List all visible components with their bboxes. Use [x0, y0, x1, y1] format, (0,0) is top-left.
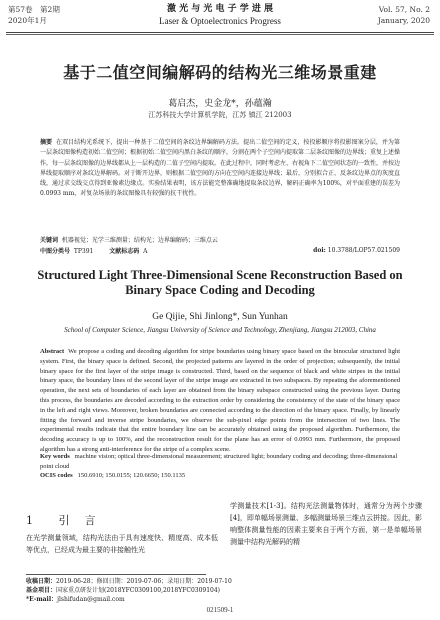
ocis-text: 150.6910; 150.0155; 120.6650; 150.1135 — [77, 472, 186, 479]
doi-label: doi: — [313, 247, 326, 254]
ocis-label: OCIS codes — [40, 472, 73, 479]
doc-code-value: A — [143, 248, 148, 255]
keywords-cn-label: 关键词 — [40, 237, 59, 244]
volume-cn: 第57卷 第2期 — [8, 5, 60, 14]
header-rule-thin — [6, 34, 434, 35]
abstract-en — [40, 347, 400, 455]
affiliation-en: School of Computer Science, Jiangsu University of Science and Technology, Zhenjiang, Jiangsu 212003, China — [64, 326, 376, 334]
section-title: 引 言 — [58, 514, 98, 527]
keywords-en — [40, 452, 400, 471]
abstract-cn — [40, 138, 400, 200]
body-text-left: 在光学测量领域，结构光法由于具有速度快、精度高、成本低等优点，已经成为最主要的非接触性光 — [26, 534, 218, 554]
email-address[interactable]: jlshifudan@gmail.com — [57, 596, 125, 603]
footnotes — [26, 577, 426, 604]
keywords-en-text: machine vision; optical three-dimensional measurement; structured light; boundary coding and decoding; three-dimensional point cloud — [40, 453, 398, 470]
received-label: 收稿日期： — [26, 578, 57, 585]
authors-cn: 葛启杰，史金龙*，孙蕴瀚 — [168, 99, 272, 109]
abstract-en-text: We propose a coding and decoding algorithm for stripe boundaries using binary space based on the binocular structured light system. First, the binary space is defined. Second, the projected patterns are layered in the order of projection; subsequently, the initial binary space for the first layer of the stripe image is constructed. Third, based on the sequence of black and white stripes in the initial binary space, the boundary lines of the second layer of the stripe image are extracted in two subspaces. By repeating the aforementioned operation, the next sets of boundaries of each layer are obtained from the binary subspace constructed using the previous layer. During this process, the boundaries are decoded according to the extraction order by considering the consistency of the state of the binary space in the left and right views. Moreover, broken boundaries are connected according to the direction of the binary space. Finally, by linearly fitting the forward and inverse stripe boundaries, we observe the sub-pixel edge points from the intersection of two lines. The experimental results indicate that the entire boundary line can be accurately obtained using the proposed algorithm. Furthermore, the decoding accuracy is up to 100%, and the reconstruction result for the plane has an error of 0.0993 mm. Furthermore, the proposed algorithm has a strong anti-interference for the stripe of a complex scene. — [40, 348, 401, 453]
abstract-cn-label: 摘要 — [40, 139, 53, 146]
clc-label: 中图分类号 — [40, 248, 71, 255]
section-number: 1 — [26, 514, 35, 527]
body-text-right: 学测量技术[1-3]。结构光法测量物体时，通常分为两个步骤[4]，即单幅场景测量、多幅测量场景三维点云拼接。因此，影响整体测量性能的因素主要来自于两个方面，第一是单幅场景测量中结构光解码的精 — [230, 502, 422, 546]
abstract-cn-text: 在双目结构光系统下，提出一种基于二值空间的条纹边界编解码方法。提出二值空间的定义，按投影顺序将投影图案分层，并为第一层条纹图像构造初始二值空间；根据初始二值空间内黑白条纹的顺序，分割在两个子空间内提取第二层条纹图像的边界线；重复上述操作，每一层条纹图像的边界线都从上一层构造的二值子空间内提取。在此过程中，同时考虑左、右视角下二值空间状态的一致性，并按边界线提取顺序对条纹边界解码。对于断开边界，则根据二值空间的方向在空间内连接边界线；最后，分别拟合正、反条纹边界点的灰度直线，通过求交线交点得到亚像素边缘点。实验结果表明，该方法能完整准确地提取条纹边界，解码正确率为100%，对平面重建的误差为0.0993 mm，对复杂场景的条纹图像具有较强的抗干扰性。 — [40, 139, 401, 198]
footnote-email — [26, 595, 426, 604]
fund-text: 国家重点研发计划(2018YFC0309100,2018YFC0309104) — [56, 587, 221, 594]
header-rule — [6, 32, 434, 33]
keywords-en-label: Key words — [40, 453, 70, 460]
footnote-received — [26, 577, 426, 586]
volume-en: Vol. 57, No. 2 — [378, 5, 430, 14]
journal-name-cn: 激 光 与 光 电 子 学 进 展 — [166, 4, 274, 14]
ocis-codes — [40, 472, 400, 479]
section-heading — [26, 512, 98, 528]
abstract-en-label: Abstract — [40, 348, 65, 355]
date-cn: 2020年1月 — [8, 16, 47, 25]
email-label: *E-mail： — [26, 596, 58, 603]
footnote-rule — [26, 574, 206, 575]
page-header — [0, 0, 440, 34]
keywords-cn — [40, 236, 400, 246]
header-center — [0, 3, 440, 27]
page-number: 021509-1 — [206, 606, 234, 614]
keywords-cn-text: 机器视觉；光学三维测量；结构光；边界编解码；三维点云 — [61, 237, 218, 244]
authors-en: Ge Qijie, Shi Jinlong*, Sun Yunhan — [152, 312, 288, 322]
footnote-fund — [26, 586, 426, 595]
doi[interactable] — [313, 247, 400, 254]
doc-code-label: 文献标志码 — [109, 248, 140, 255]
doi-value: 10.3788/LOP57.021509 — [327, 247, 400, 254]
paper-title-cn: 基于二值空间编解码的结构光三维场景重建 — [63, 63, 377, 82]
fund-label: 基金项目： — [26, 587, 57, 594]
received-dates: 2019-06-28；修回日期：2019-07-06；录用日期：2019-07-10 — [56, 578, 232, 585]
date-en: January, 2020 — [377, 16, 430, 25]
paper-title-en: Structured Light Three-Dimensional Scene Reconstruction Based on Binary Space Coding and Decoding — [37, 268, 403, 297]
header-right — [378, 4, 430, 26]
journal-name-en: Laser & Optoelectronics Progress — [159, 16, 281, 26]
affiliation-cn: 江苏科技大学计算机学院，江苏 镇江 212003 — [148, 111, 292, 119]
clc-value: TP391 — [73, 248, 94, 255]
